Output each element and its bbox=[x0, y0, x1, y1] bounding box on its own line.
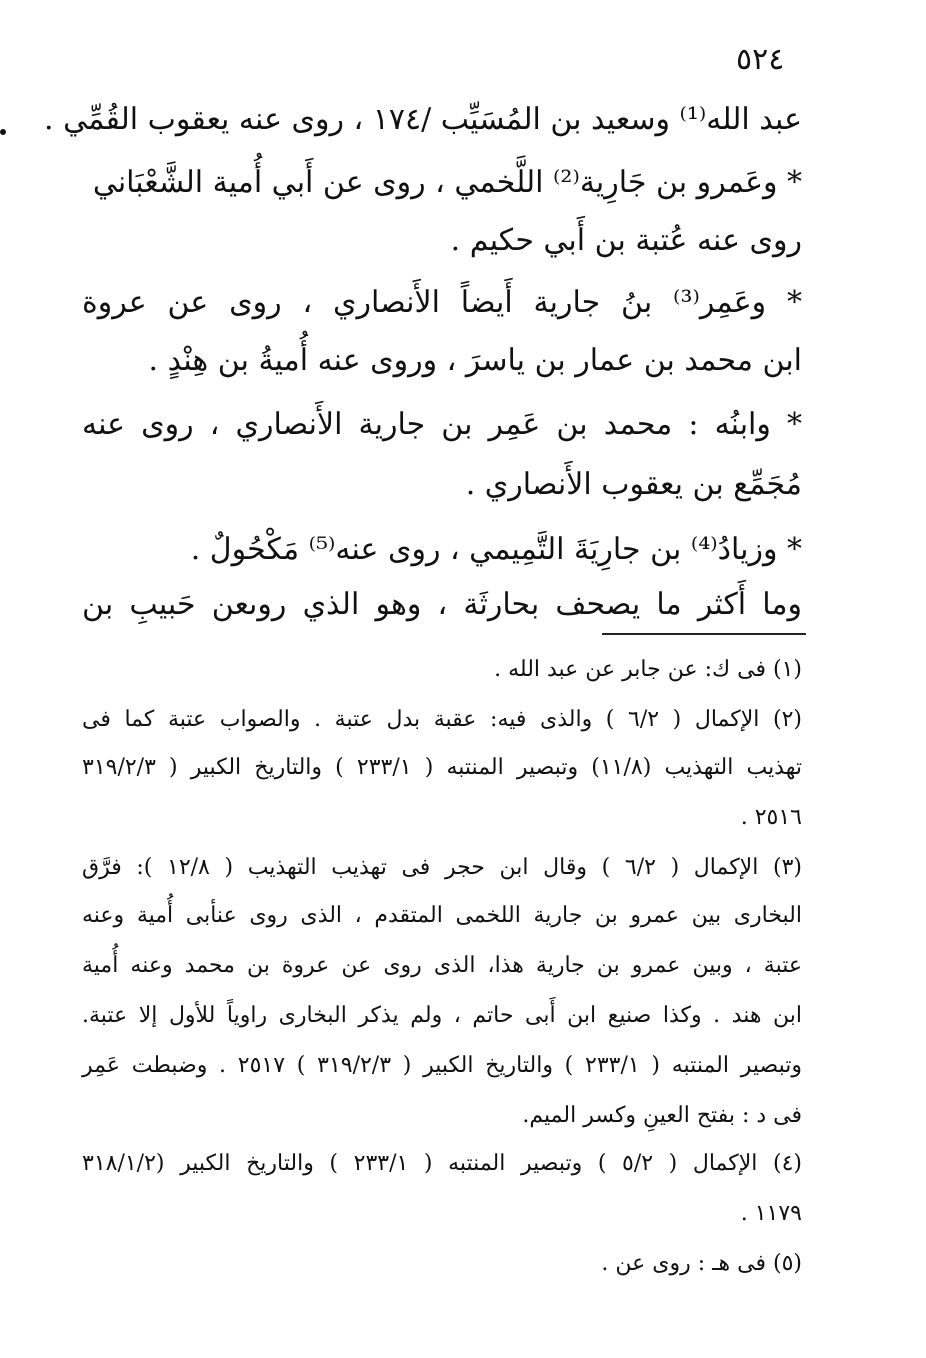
margin-dot bbox=[0, 129, 6, 135]
footnote-line: ابن هند . وكذا صنيع ابن أَبى حاتم ، ولم يذكر البخارى راوياً للأول إلا عتبة. bbox=[82, 1003, 802, 1028]
footnote-line: (٥) فى هـ : روى عن . bbox=[601, 1251, 802, 1276]
footnote-line: عتبة ، وبين عمرو بن جارية هذا، الذى روى عن عروة بن محمد وعنه أُمية bbox=[82, 953, 802, 978]
footnote-line: (٤) الإكمال ( ٥/٢ ) وتبصير المنتبه ( ٢٣٣/١ ) والتاريخ الكبير (٣١٨/١/٢ bbox=[82, 1151, 803, 1176]
body-line: * وابنُه : محمد بن عَمِر بن جارية الأَنصاري ، روى عنه bbox=[82, 407, 802, 442]
footnote-line: (٢) الإكمال ( ٦/٢ ) والذى فيه: عقبة بدل عتبة . والصواب عتبة كما فى bbox=[82, 707, 802, 732]
body-line: * وزيادُ⁽⁴⁾ بن جارِيَةَ التَّمِيمي ، روى عنه⁽⁵⁾ مَكْحُولٌ . bbox=[190, 532, 802, 567]
footnote-line: وتبصير المنتبه ( ٢٣٣/١ ) والتاريخ الكبير ( ٣١٩/٢/٣ ) ٢٥١٧ . وضبطت عَمِر bbox=[82, 1053, 802, 1078]
footnote-line: البخارى بين عمرو بن جارية اللخمى المتقدم ، الذى روى عنأبى أُمية وعنه bbox=[82, 903, 802, 928]
footnote-line: فى د : بفتح العينِ وكسر الميم. bbox=[522, 1103, 802, 1128]
footnote-line: (٣) الإكمال ( ٦/٢ ) وقال ابن حجر فى تهذيب التهذيب ( ١٢/٨ ): فرَّق bbox=[82, 855, 802, 880]
footnote-separator bbox=[602, 633, 806, 635]
footnote-line: (١) فى ك: عن جابر عن عبد الله . bbox=[494, 657, 802, 682]
footnote-line: ١١٧٩ . bbox=[740, 1201, 802, 1226]
body-line: وما أَكثر ما يصحف بحارثَة ، وهو الذي روىعن حَبيبِ بن bbox=[82, 587, 802, 622]
body-line: ابن محمد بن عمار بن ياسرَ ، وروى عنه أُميةُ بن هِنْدٍ . bbox=[148, 343, 802, 378]
body-line: روى عنه عُتبة بن أَبي حكيم . bbox=[450, 223, 802, 258]
body-line: * وعَمِر⁽³⁾ بنُ جارية أَيضاً الأَنصاري ، روى عن عروة bbox=[82, 285, 802, 320]
page-number: ٥٢٤ bbox=[736, 42, 785, 77]
body-line: * وعَمرو بن جَارِية⁽²⁾ اللَّخمي ، روى عن أَبي أُمية الشَّعْبَاني bbox=[92, 165, 802, 200]
body-line: عبد الله⁽¹⁾ وسعيد بن المُسَيِّب /١٧٤ ، روى عنه يعقوب القُمِّي . bbox=[44, 102, 802, 137]
footnote-line: ٢٥١٦ . bbox=[740, 805, 802, 830]
footnote-line: تهذيب التهذيب (١١/٨) وتبصير المنتبه ( ٢٣٣/١ ) والتاريخ الكبير ( ٣١٩/٢/٣ bbox=[82, 755, 802, 780]
body-line: مُجَمِّع بن يعقوب الأَنصاري . bbox=[465, 467, 802, 502]
